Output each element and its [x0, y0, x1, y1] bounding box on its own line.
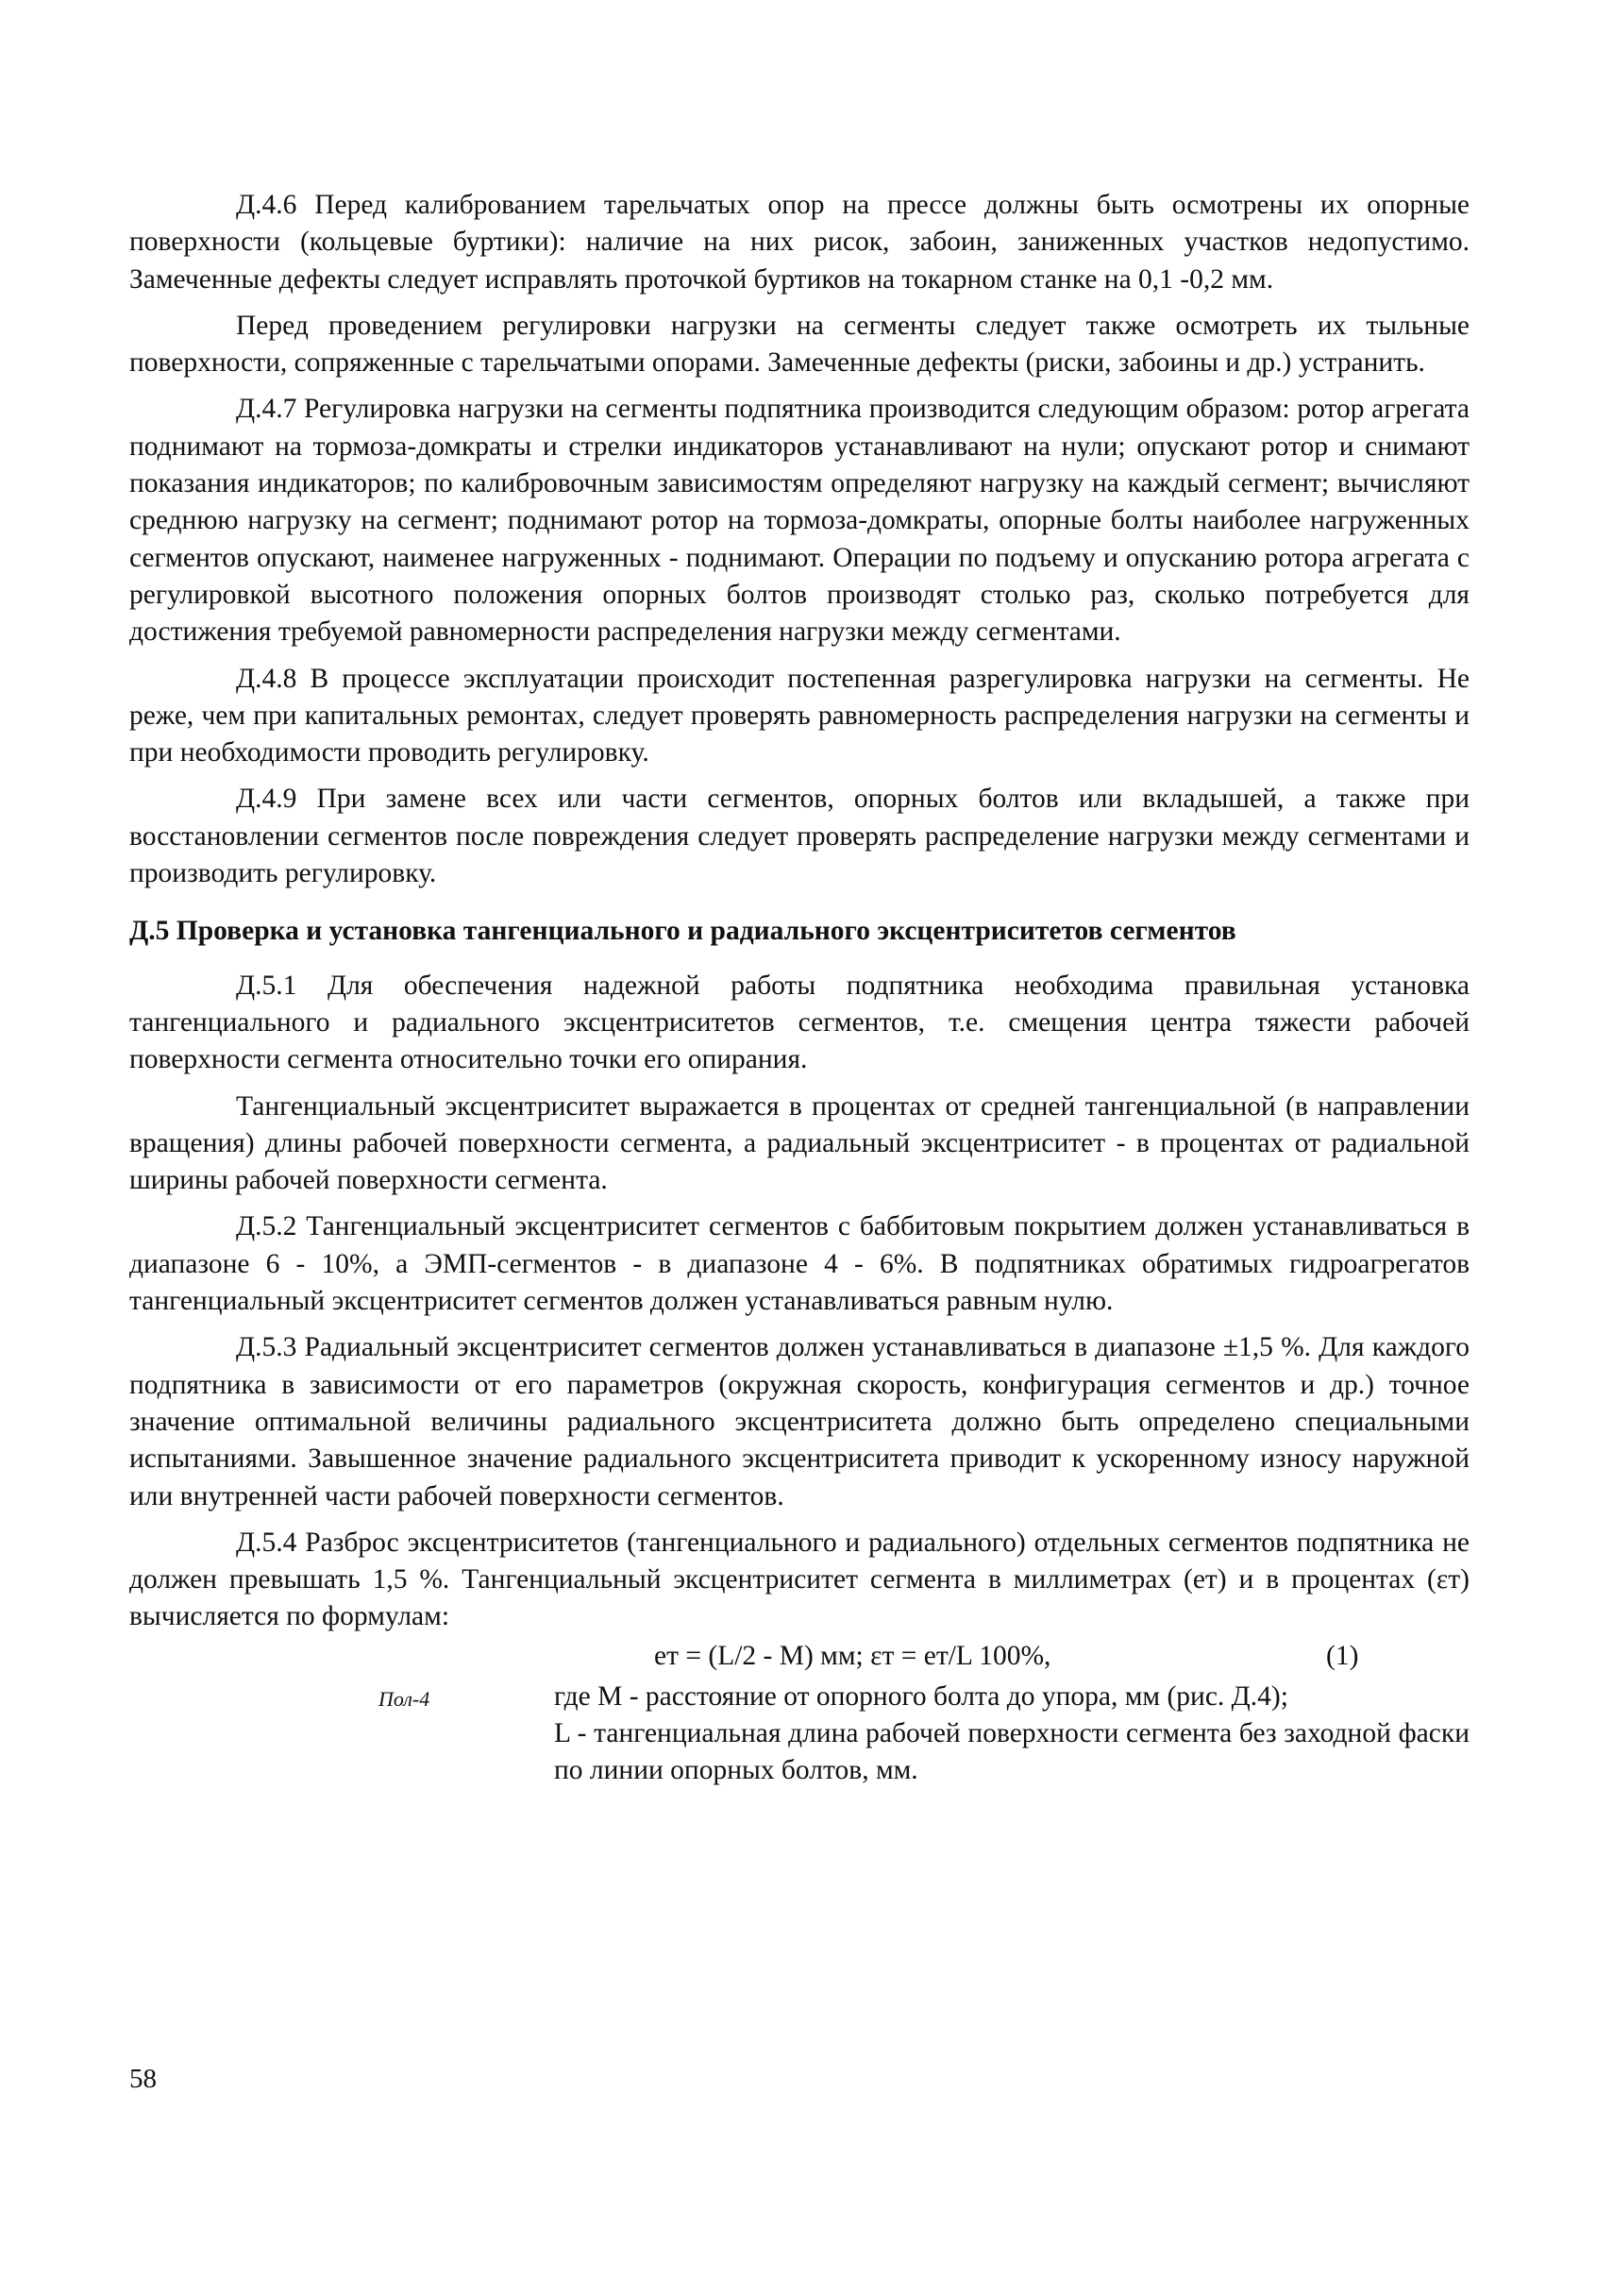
section-heading-d5: Д.5 Проверка и установка тангенциального и радиального эксцентриситетов сегментов — [129, 916, 1236, 947]
margin-note: Пол-4 — [378, 1686, 430, 1711]
paragraph-d4-6: Д.4.6 Перед калиброванием тарельчатых опор на прессе должны быть осмотрены их опорные поверхности (кольцевые буртики): наличие на них рисок, забоин, заниженных участков недопустимо. Замеченные дефекты следует исправлять проточкой буртиков на токарном станке на 0,1 -0,2 мм. — [129, 190, 1470, 295]
page-number: 58 — [129, 2064, 157, 2094]
paragraph-d5-1: Д.5.1 Для обеспечения надежной работы подпятника необходима правильная установка тангенциального и радиального эксцентриситетов сегментов, т.е. смещения центра тяжести рабочей поверхности сегмента относительно точки его опирания. — [129, 970, 1470, 1075]
paragraph-d4-8: Д.4.8 В процессе эксплуатации происходит постепенная разрегулировка нагрузки на сегменты. Не реже, чем при капитальных ремонтах, следует проверять равномерность распределения нагрузки на сегменты и при необходимости проводить регулировку. — [129, 663, 1470, 768]
legend-line-m: где M - расстояние от опорного болта до упора, мм (рис. Д.4); — [554, 1680, 1288, 1712]
paragraph-d4-7: Д.4.7 Регулировка нагрузки на сегменты подпятника производится следующим образом: ротор агрегата поднимают на тормоза-домкраты и стрелки индикаторов устанавливают на нули; опускают ротор и снимают показания индикаторов; по калибровочным зависимостям определяют нагрузку на каждый сегмент; вычисляют среднюю нагрузку на сегмент; поднимают ротор на тормоза-домкраты, опорные болты наиболее нагруженных сегментов опускают, наименее нагруженных - поднимают. Операции по подъему и опусканию ротора агрегата с регулировкой высотного положения опорных болтов производят столько раз, сколько потребуется для достижения требуемой равномерности распределения нагрузки между сегментами. — [129, 394, 1470, 648]
document-page — [129, 187, 1470, 1790]
formula-1 — [129, 1638, 1470, 1675]
formula-number: (1) — [1326, 1640, 1359, 1671]
paragraph-d4-9: Д.4.9 При замене всех или части сегментов, опорных болтов или вкладышей, а также при восстановлении сегментов после повреждения следует проверять распределение нагрузки между сегментами и производить регулировку. — [129, 784, 1470, 889]
formula-legend — [129, 1679, 1470, 1790]
paragraph-d5-2: Д.5.2 Тангенциальный эксцентриситет сегментов с баббитовым покрытием должен устанавливаться в диапазоне 6 - 10%, а ЭМП-сегментов - в диапазоне 4 - 6%. В подпятниках обратимых гидроагрегатов тангенциальный эксцентриситет сегментов должен устанавливаться равным нулю. — [129, 1211, 1470, 1317]
paragraph-d4-6-continued: Перед проведением регулировки нагрузки на сегменты следует также осмотреть их тыльные поверхности, сопряженные с тарельчатыми опорами. Замеченные дефекты (риски, забоины и др.) устранить. — [129, 310, 1470, 379]
paragraph-d5-3: Д.5.3 Радиальный эксцентриситет сегментов должен устанавливаться в диапазоне ±1,5 %. Для каждого подпятника в зависимости от его параметров (окружная скорость, конфигурация сегментов и др.) точное значение оптимальной величины радиального эксцентриситета должно быть определено специальными испытаниями. Завышенное значение радиального эксцентриситета приводит к ускоренному износу наружной или внутренней части рабочей поверхности сегментов. — [129, 1332, 1470, 1511]
paragraph-d5-1-continued: Тангенциальный эксцентриситет выражается в процентах от средней тангенциальной (в направлении вращения) длины рабочей поверхности сегмента, а радиальный эксцентриситет - в процентах от радиальной ширины рабочей поверхности сегмента. — [129, 1090, 1470, 1196]
formula-expression: eт = (L/2 - M) мм; εт = eт/L 100%, — [654, 1640, 1051, 1671]
legend-line-l: L - тангенциальная длина рабочей поверхности сегмента без заходной фаски по линии опорных болтов, мм. — [554, 1717, 1470, 1786]
paragraph-d5-4: Д.5.4 Разброс эксцентриситетов (тангенциального и радиального) отдельных сегментов подпятника не должен превышать 1,5 %. Тангенциальный эксцентриситет сегмента в миллиметрах (eт) и в процентах (εт) вычисляется по формулам: — [129, 1527, 1470, 1632]
